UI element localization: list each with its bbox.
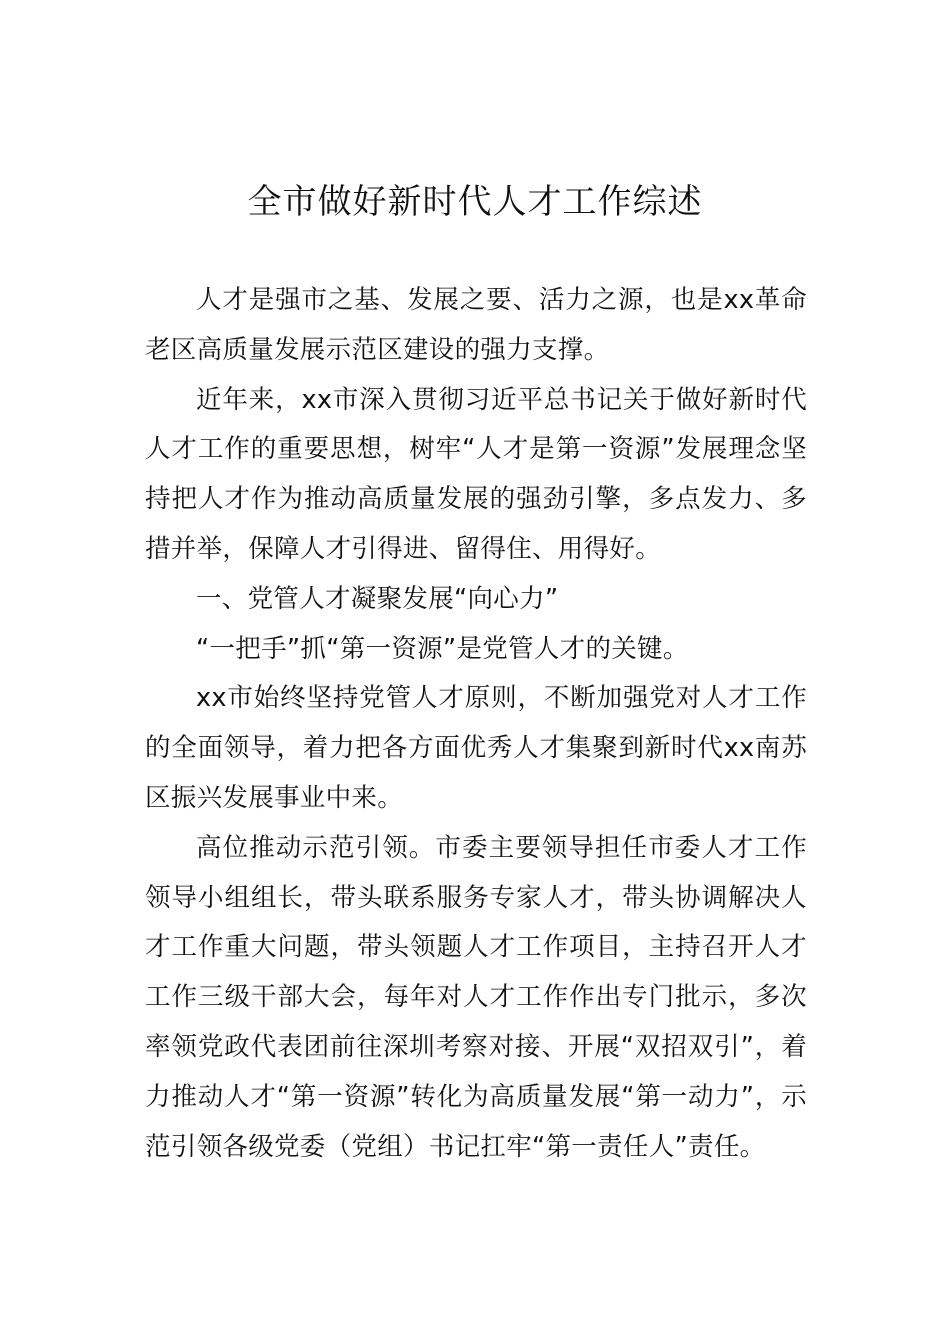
section-heading-1: 一、党管人才凝聚发展“向心力”: [196, 583, 559, 614]
paragraph-high-level-promotion: 高位推动示范引领。市委主要领导担任市委人才工作领导小组组长，带头联系服务专家人才，带头协调解决人才工作重大问题，带头领题人才工作项目，主持召开人才工作三级干部大会，每年对人才工作作出专门批示，多次率领党政代表团前往深圳考察对接、开展“双招双引”，着力推动人才“第一资源”转化为高质量发展“第一动力”，示范引领各级党委（党组）书记扛牢“第一责任人”责任。: [145, 832, 807, 1162]
paragraph-intro: 人才是强市之基、发展之要、活力之源，也是xx革命老区高质量发展示范区建设的强力支撑。: [145, 285, 807, 365]
paragraph-key-point: “一把手”抓“第一资源”是党管人才的关键。: [196, 633, 689, 664]
paragraph-recent-years: 近年来，xx市深入贯彻习近平总书记关于做好新时代人才工作的重要思想，树牢“人才是第一资源”发展理念坚持把人才作为推动高质量发展的强劲引擎，多点发力、多措并举，保障人才引得进、留得住、用得好。: [145, 384, 807, 564]
paragraph-party-leadership: xx市始终坚持党管人才原则，不断加强党对人才工作的全面领导，着力把各方面优秀人才集聚到新时代xx南苏区振兴发展事业中来。: [145, 683, 807, 813]
document-title: 全市做好新时代人才工作综述: [247, 182, 703, 222]
document-body: [145, 276, 807, 1172]
